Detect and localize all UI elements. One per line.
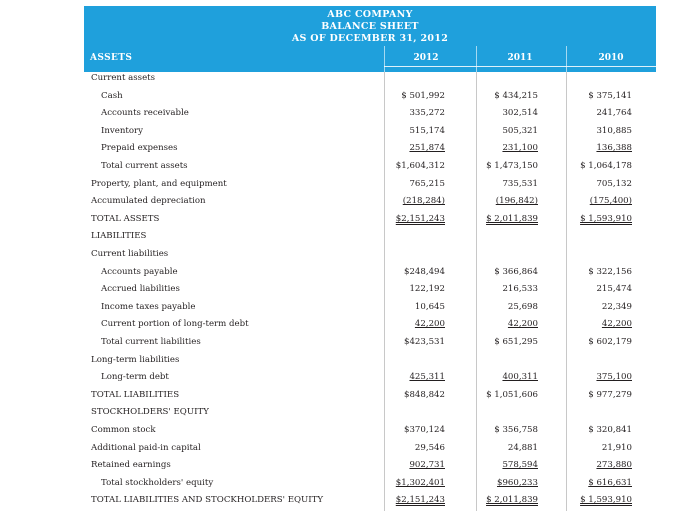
table-row — [84, 179, 656, 197]
value-cell-2012: 10,645 — [414, 301, 445, 312]
value-cell-2011: 578,594 — [502, 460, 538, 471]
value-cell-2011: (196,842) — [495, 196, 538, 207]
row-label: Cash — [101, 90, 123, 101]
table-row — [84, 249, 656, 267]
row-label: Common stock — [91, 425, 156, 435]
value-cell-2011: $ 2,011,839 — [486, 213, 538, 224]
value-cell-2010: 136,388 — [596, 143, 632, 154]
sheet-header — [84, 6, 656, 72]
row-label: Accounts payable — [101, 266, 178, 277]
value-cell-2011: $ 434,215 — [494, 90, 538, 101]
statement-title: BALANCE SHEET — [321, 21, 419, 32]
value-cell-2010: $ 616,631 — [588, 477, 632, 488]
value-cell-2011: $ 651,295 — [494, 337, 538, 347]
row-label: Inventory — [101, 125, 143, 136]
value-cell-2010: 21,910 — [601, 442, 632, 453]
table-row — [84, 372, 656, 390]
value-cell-2011: 231,100 — [502, 143, 538, 154]
row-label: Income taxes payable — [101, 301, 196, 312]
row-label: Accounts receivable — [101, 108, 189, 119]
value-cell-2011: $ 356,758 — [494, 425, 538, 435]
row-label: Current assets — [91, 73, 156, 83]
row-label: Accumulated depreciation — [91, 196, 206, 207]
value-cell-2012: 122,192 — [409, 284, 445, 295]
row-label: Total current assets — [101, 161, 188, 171]
value-cell-2010: 273,880 — [596, 460, 632, 471]
row-label: Total current liabilities — [101, 337, 201, 347]
header-rule — [384, 66, 656, 67]
table-row — [84, 495, 656, 513]
table-row — [84, 425, 656, 443]
table-row — [84, 267, 656, 285]
value-cell-2012: $848,842 — [403, 389, 445, 400]
table-row — [84, 214, 656, 232]
row-label: TOTAL ASSETS — [91, 213, 160, 224]
table-row — [84, 143, 656, 161]
table-row — [84, 390, 656, 408]
value-cell-2012: $370,124 — [403, 425, 445, 435]
value-cell-2010: $ 1,593,910 — [580, 495, 632, 506]
value-cell-2012: $423,531 — [403, 337, 445, 347]
row-label: Accrued liabilities — [101, 284, 180, 295]
table-row — [84, 161, 656, 179]
value-cell-2011: 505,321 — [502, 125, 538, 136]
year-heading-2011: 2011 — [507, 53, 533, 63]
value-cell-2012: $ 501,992 — [401, 90, 445, 101]
table-row — [84, 302, 656, 320]
value-cell-2011: 24,881 — [507, 442, 538, 453]
value-cell-2010: 705,132 — [596, 178, 632, 189]
value-cell-2012: (218,284) — [402, 196, 445, 207]
value-cell-2012: 335,272 — [409, 108, 445, 119]
value-cell-2011: 302,514 — [502, 108, 538, 119]
row-label: Long-term liabilities — [91, 354, 180, 365]
year-heading-2010: 2010 — [598, 53, 624, 63]
value-cell-2011: 735,531 — [502, 178, 538, 189]
table-row — [84, 284, 656, 302]
value-cell-2011: $ 366,864 — [494, 266, 538, 277]
value-cell-2010: $ 322,156 — [588, 266, 632, 277]
value-cell-2010: $ 375,141 — [588, 90, 632, 101]
table-row — [84, 196, 656, 214]
value-cell-2012: $248,494 — [403, 266, 445, 277]
header-divider — [476, 46, 477, 72]
value-cell-2010: $ 320,841 — [588, 425, 632, 435]
header-divider — [384, 46, 385, 72]
table-row — [84, 407, 656, 425]
value-cell-2011: 216,533 — [502, 284, 538, 295]
value-cell-2011: 400,311 — [502, 372, 538, 383]
value-cell-2010: 42,200 — [601, 319, 632, 330]
row-label: TOTAL LIABILITIES AND STOCKHOLDERS' EQUITY — [91, 495, 324, 506]
row-label: Long-term debt — [101, 372, 169, 383]
row-label: Total stockholders' equity — [101, 477, 214, 488]
year-heading-2012: 2012 — [413, 53, 439, 63]
value-cell-2012: 515,174 — [409, 125, 445, 136]
table-row — [84, 73, 656, 91]
value-cell-2010: 22,349 — [601, 301, 632, 312]
header-divider — [566, 46, 567, 72]
value-cell-2011: $ 1,051,606 — [486, 389, 538, 400]
row-label: LIABILITIES — [91, 231, 147, 242]
value-cell-2012: 29,546 — [414, 442, 445, 453]
value-cell-2010: 310,885 — [596, 125, 632, 136]
value-cell-2012: $1,302,401 — [395, 477, 445, 488]
table-row — [84, 478, 656, 496]
value-cell-2012: $2,151,243 — [395, 213, 445, 224]
value-cell-2010: $ 1,593,910 — [580, 213, 632, 224]
value-cell-2010: 241,764 — [596, 108, 632, 119]
row-label: Additional paid-in capital — [91, 442, 201, 453]
value-cell-2012: 42,200 — [414, 319, 445, 330]
value-cell-2011: 42,200 — [507, 319, 538, 330]
row-label: Current portion of long-term debt — [101, 319, 249, 330]
value-cell-2011: 25,698 — [507, 301, 538, 312]
value-cell-2011: $ 1,473,150 — [486, 161, 538, 171]
statement-date: AS OF DECEMBER 31, 2012 — [291, 33, 449, 44]
value-cell-2010: 375,100 — [596, 372, 632, 383]
row-label: TOTAL LIABILITIES — [91, 389, 180, 400]
table-row — [84, 443, 656, 461]
value-cell-2012: 902,731 — [409, 460, 445, 471]
company-name: ABC COMPANY — [327, 9, 413, 20]
value-cell-2010: $ 602,179 — [588, 337, 632, 347]
row-label: Retained earnings — [91, 460, 171, 471]
value-cell-2012: 425,311 — [409, 372, 445, 383]
table-row — [84, 337, 656, 355]
row-label: Current liabilities — [91, 249, 169, 259]
value-cell-2010: 215,474 — [596, 284, 632, 295]
row-label: STOCKHOLDERS' EQUITY — [91, 407, 209, 418]
table-row — [84, 108, 656, 126]
value-cell-2012: 251,874 — [409, 143, 445, 154]
value-cell-2012: $1,604,312 — [395, 161, 445, 171]
balance-sheet — [84, 6, 656, 511]
value-cell-2012: $2,151,243 — [395, 495, 445, 506]
value-cell-2012: 765,215 — [409, 178, 445, 189]
table-row — [84, 126, 656, 144]
table-row — [84, 319, 656, 337]
table-row — [84, 231, 656, 249]
assets-column-heading: ASSETS — [90, 53, 133, 63]
row-label: Prepaid expenses — [101, 143, 178, 154]
table-row — [84, 91, 656, 109]
table-row — [84, 460, 656, 478]
row-label: Property, plant, and equipment — [91, 178, 227, 189]
value-cell-2011: $ 2,011,839 — [486, 495, 538, 506]
value-cell-2011: $960,233 — [496, 477, 538, 488]
value-cell-2010: $ 977,279 — [588, 389, 632, 400]
value-cell-2010: (175,400) — [589, 196, 632, 207]
value-cell-2010: $ 1,064,178 — [580, 161, 632, 171]
table-row — [84, 355, 656, 373]
